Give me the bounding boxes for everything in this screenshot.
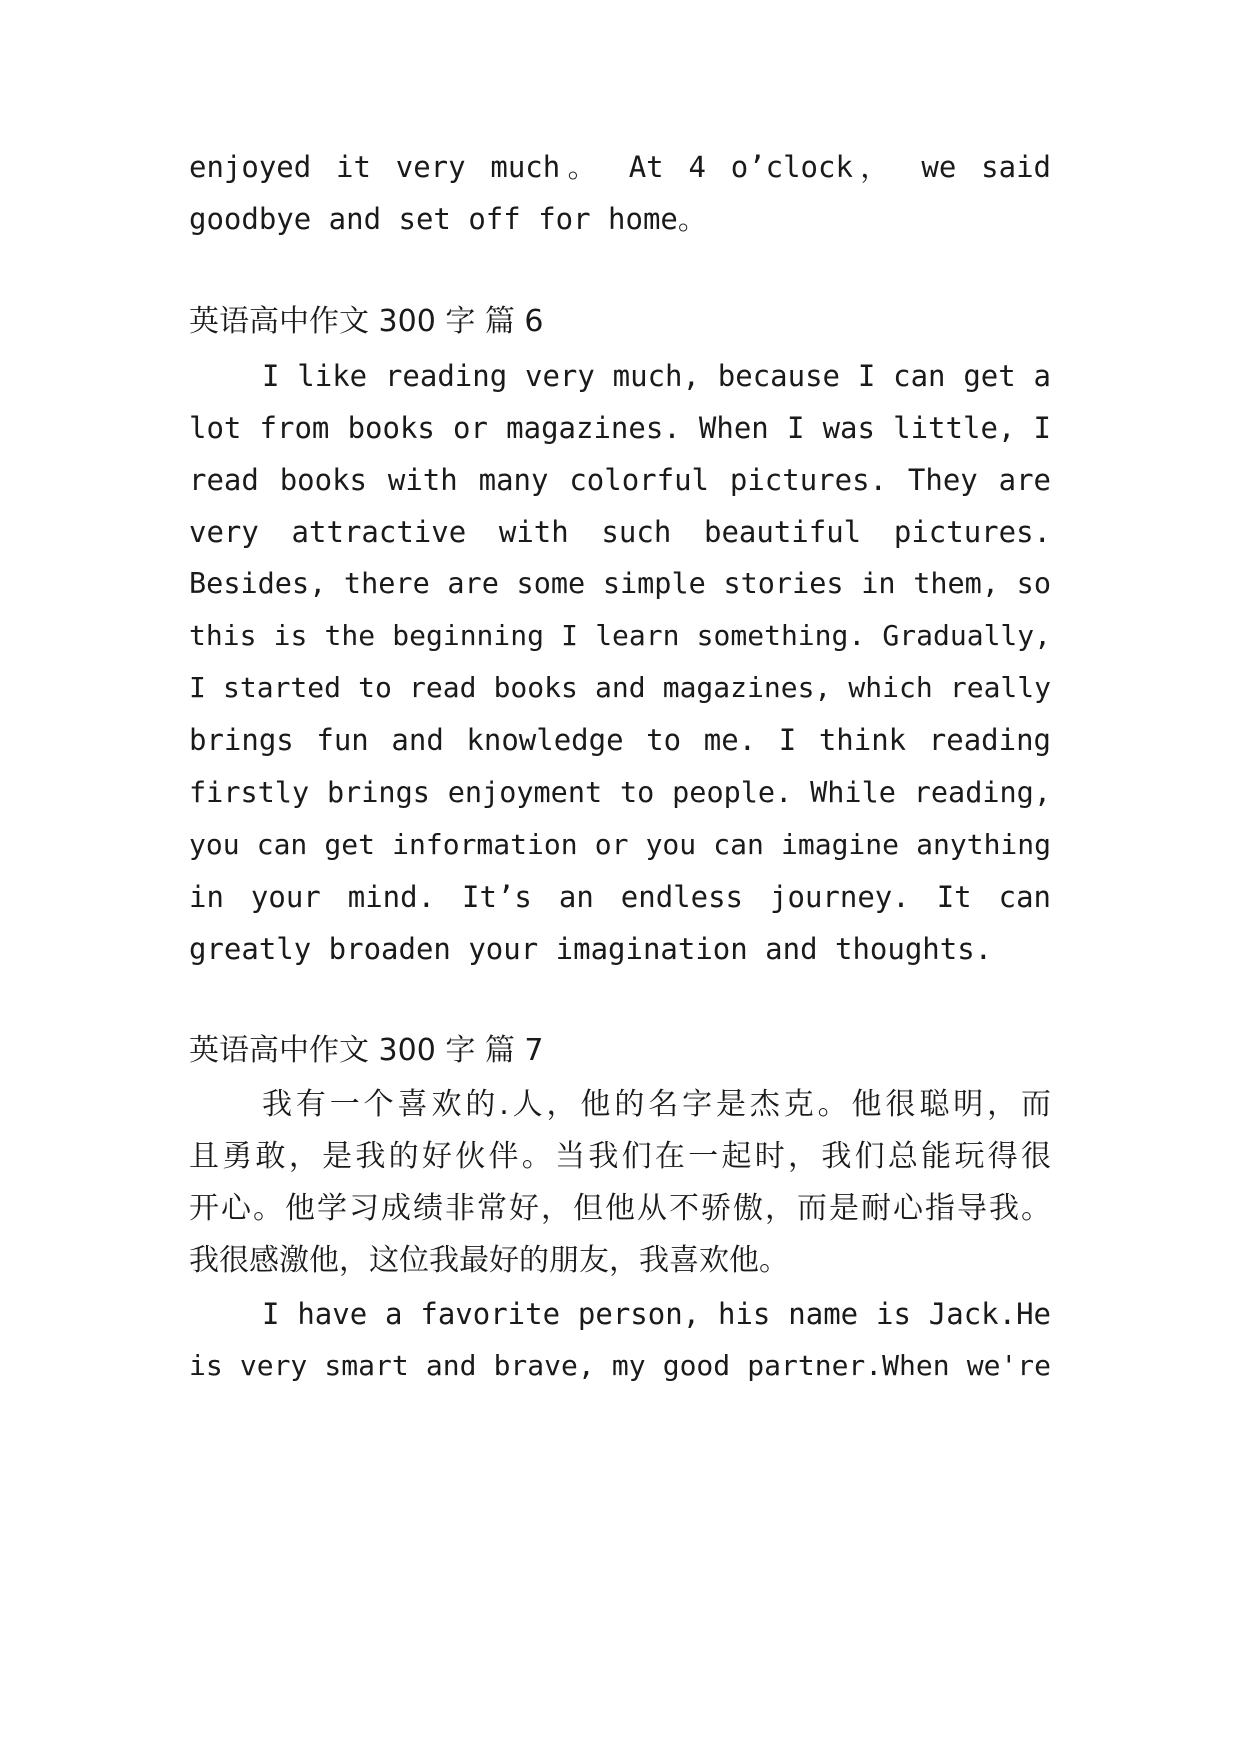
document-page xyxy=(189,0,1051,1754)
paragraph-line: you can get information or you can imagine anything xyxy=(189,828,1051,861)
section-heading: 英语高中作文 300 字 篇 7 xyxy=(189,1033,544,1068)
paragraph-line: enjoyed it very much。 At 4 o’clock， we said xyxy=(189,150,1051,184)
paragraph-line: very attractive with such beautiful pictures. xyxy=(189,515,1051,549)
paragraph-line: read books with many colorful pictures. They are xyxy=(189,463,1051,497)
paragraph-line: is very smart and brave, my good partner.When we're xyxy=(189,1349,1051,1382)
paragraph-line: 我很感激他，这位我最好的朋友，我喜欢他。 xyxy=(189,1243,789,1278)
paragraph-line: this is the beginning I learn something. Gradually, xyxy=(189,619,1051,652)
paragraph-line: Besides, there are some simple stories in them, so xyxy=(189,567,1051,600)
paragraph-line: brings fun and knowledge to me. I think reading xyxy=(189,723,1051,757)
paragraph-line: 开心。他学习成绩非常好，但他从不骄傲，而是耐心指导我。 xyxy=(189,1191,1051,1226)
paragraph-line: firstly brings enjoyment to people. While reading, xyxy=(189,776,1051,809)
paragraph-line: 且勇敢，是我的好伙伴。当我们在一起时，我们总能玩得很 xyxy=(189,1139,1051,1174)
paragraph-line: 我有一个喜欢的.人，他的名字是杰克。他很聪明，而 xyxy=(262,1087,1051,1122)
paragraph-line: in your mind. It’s an endless journey. It can xyxy=(189,880,1051,914)
section-heading: 英语高中作文 300 字 篇 6 xyxy=(189,304,544,339)
paragraph-line: I like reading very much, because I can get a xyxy=(262,359,1051,393)
paragraph-line: greatly broaden your imagination and thoughts. xyxy=(189,932,993,966)
paragraph-line: lot from books or magazines. When I was little, I xyxy=(189,411,1051,445)
paragraph-line: goodbye and set off for home。 xyxy=(189,202,707,236)
paragraph-line: I have a favorite person, his name is Jack.He xyxy=(262,1297,1051,1331)
paragraph-line: I started to read books and magazines, which really xyxy=(189,671,1051,704)
